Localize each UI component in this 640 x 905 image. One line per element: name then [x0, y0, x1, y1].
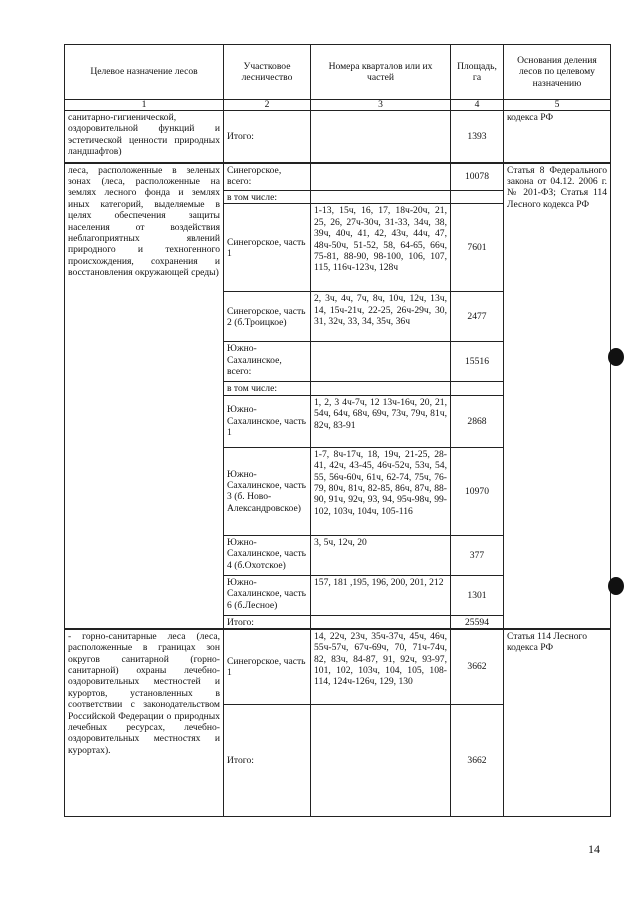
district-cell: Южно-Сахалинское, всего:: [224, 342, 311, 382]
district-cell: Синегорское, часть 2 (б.Троицкое): [224, 292, 311, 342]
district-cell: в том числе:: [224, 382, 311, 395]
area-cell: 10970: [451, 447, 504, 535]
quarters-cell: 1-13, 15ч, 16, 17, 18ч-20ч, 21, 25, 26, 27ч-30ч, 31-33, 34ч, 38, 39ч, 40ч, 41, 42, 43ч, 44ч, 47, 48ч-50ч, 51-52, 58, 64-65, 66ч, 75-81, 88-90, 98-100, 106, 107, 115, 116ч-123ч, 128ч: [311, 204, 451, 292]
district-cell: Южно-Сахалинское, часть 3 (б. Ново-Александровское): [224, 447, 311, 535]
area-cell: 2868: [451, 395, 504, 447]
page-number: 14: [588, 842, 600, 856]
district-cell: Синегорское, всего:: [224, 163, 311, 191]
quarters-cell: [311, 163, 451, 191]
area-cell: 377: [451, 535, 504, 575]
table-row: [65, 111, 611, 163]
table-header-row: [65, 45, 611, 100]
total-label: Итого:: [224, 615, 311, 628]
basis-cell: Статья 114 Лесного кодекса РФ: [504, 629, 611, 817]
area-cell: 1393: [451, 111, 504, 163]
header-district: Участковое лесничество: [224, 45, 311, 100]
area-cell: 10078: [451, 163, 504, 191]
column-number: 3: [311, 100, 451, 111]
quarters-cell: [311, 191, 451, 204]
district-cell: Синегорское, часть 1: [224, 204, 311, 292]
area-cell: 15516: [451, 342, 504, 382]
purpose-cell: - горно-санитарные леса (леса, расположенные в границах зон округов санитарной (горно-санитарной) охраны лечебно-оздоровительных местностей и курортов, установленных в соответствии с законодательством Российской Федерации о природных лечебных ресурсах, лечебно-оздоровительных местностях и курортах).: [65, 629, 224, 817]
column-number: 4: [451, 100, 504, 111]
binder-hole-mark: [608, 348, 624, 366]
header-basis: Основания деления лесов по целевому назначению: [504, 45, 611, 100]
column-number: 1: [65, 100, 224, 111]
area-cell: 2477: [451, 292, 504, 342]
basis-cell: Статья 8 Федерального закона от 04.12. 2006 г. № 201-ФЗ; Статья 114 Лесного кодекса РФ: [504, 163, 611, 629]
quarters-cell: 3, 5ч, 12ч, 20: [311, 535, 451, 575]
table-row: [65, 629, 611, 705]
forest-purpose-table: [64, 44, 611, 817]
column-number: 2: [224, 100, 311, 111]
header-quarters: Номера кварталов или их частей: [311, 45, 451, 100]
district-cell: в том числе:: [224, 191, 311, 204]
purpose-cell: санитарно-гигиенической, оздоровительной функций и эстетической ценности природных ландшафтов): [65, 111, 224, 163]
total-label: Итого:: [224, 705, 311, 817]
quarters-cell: [311, 382, 451, 395]
district-cell: Южно-Сахалинское, часть 1: [224, 395, 311, 447]
area-cell: 25594: [451, 615, 504, 628]
area-cell: 7601: [451, 204, 504, 292]
quarters-cell: 14, 22ч, 23ч, 35ч-37ч, 45ч, 46ч, 55ч-57ч, 67ч-69ч, 70, 71ч-74ч, 82, 83ч, 84-87, 91, 92ч, 93-97, 101, 102, 103ч, 104, 105, 108-114, 124ч-126ч, 129, 130: [311, 629, 451, 705]
column-number-row: [65, 100, 611, 111]
quarters-cell: 1, 2, 3 4ч-7ч, 12 13ч-16ч, 20, 21, 54ч, 64ч, 68ч, 69ч, 73ч, 79ч, 81ч, 82ч, 83-91: [311, 395, 451, 447]
header-purpose: Целевое назначение лесов: [65, 45, 224, 100]
binder-hole-mark: [608, 577, 624, 595]
header-area: Площадь, га: [451, 45, 504, 100]
table-row: [65, 163, 611, 191]
area-cell: 3662: [451, 705, 504, 817]
quarters-cell: 157, 181 ,195, 196, 200, 201, 212: [311, 575, 451, 615]
column-number: 5: [504, 100, 611, 111]
district-cell: Южно-Сахалинское, часть 4 (б.Охотское): [224, 535, 311, 575]
quarters-cell: [311, 342, 451, 382]
quarters-cell: [311, 615, 451, 628]
area-cell: [451, 191, 504, 204]
area-cell: 3662: [451, 629, 504, 705]
district-cell: Синегорское, часть 1: [224, 629, 311, 705]
quarters-cell: 2, 3ч, 4ч, 7ч, 8ч, 10ч, 12ч, 13ч, 14, 15ч-21ч, 22-25, 26ч-29ч, 30, 31, 32ч, 33, 34, 35ч, 36ч: [311, 292, 451, 342]
basis-cell: кодекса РФ: [504, 111, 611, 163]
area-cell: 1301: [451, 575, 504, 615]
quarters-cell: 1-7, 8ч-17ч, 18, 19ч, 21-25, 28-41, 42ч, 43-45, 46ч-52ч, 53ч, 54, 55, 56ч-60ч, 61ч, 62-74, 75ч, 76-79, 80ч, 81ч, 82-85, 86ч, 87ч, 88-90, 91ч, 92ч, 93, 94, 95ч-98ч, 99-102, 103ч, 104ч, 105-116: [311, 447, 451, 535]
area-cell: [451, 382, 504, 395]
district-cell: Южно-Сахалинское, часть 6 (б.Лесное): [224, 575, 311, 615]
purpose-cell: леса, расположенные в зеленых зонах (леса, расположенные на землях лесного фонда и землях иных категорий, выделяемые в целях обеспечения защиты населения от воздействия неблагоприятных явлений природного и техногенного происхождения, сохранения и восстановления окружающей среды): [65, 163, 224, 629]
total-label: Итого:: [224, 111, 311, 163]
quarters-cell: [311, 705, 451, 817]
quarters-cell: [311, 111, 451, 163]
